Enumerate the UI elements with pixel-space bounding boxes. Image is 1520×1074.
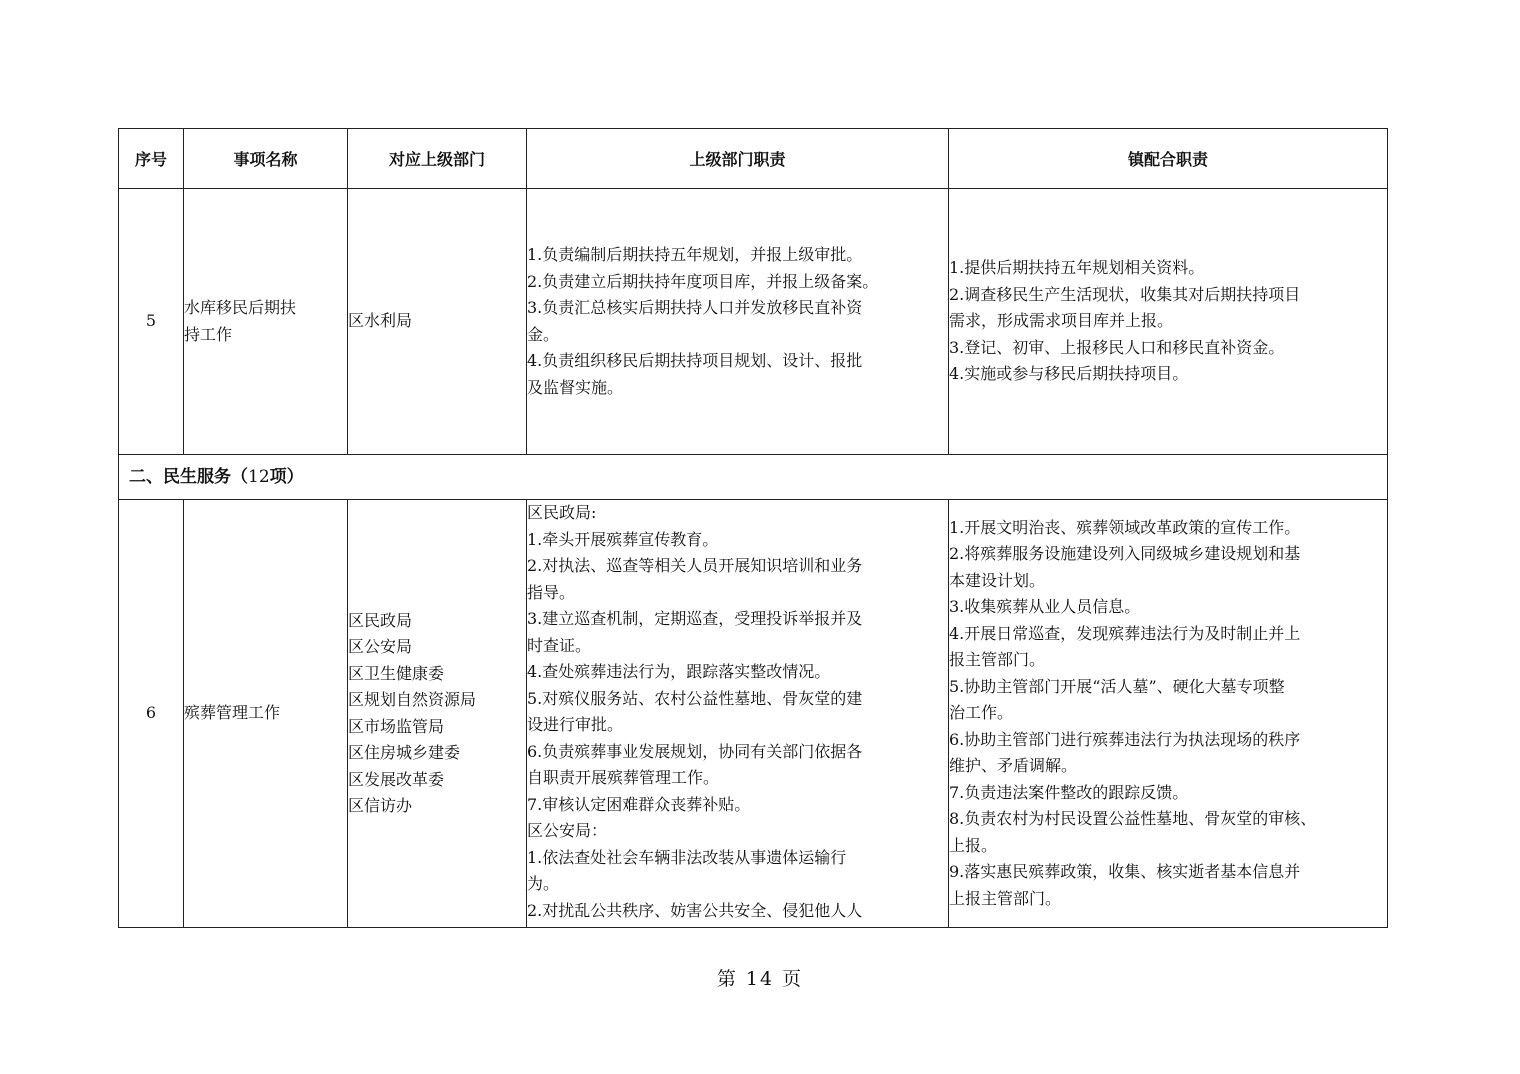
header-num: 序号 <box>119 129 184 189</box>
duty-line: 及监督实施。 <box>527 377 624 397</box>
section-prefix: 二、民生服务（ <box>129 466 248 487</box>
duty-line: 为。 <box>527 874 560 893</box>
dept-line: 区住房城乡建委 <box>348 743 461 762</box>
duty-line: 金。 <box>527 324 560 344</box>
item-name-line: 水库移民后期扶 <box>184 298 297 317</box>
item-name-line: 持工作 <box>184 324 233 344</box>
section-row <box>119 455 1388 500</box>
town-line: 2.调查移民生产生活现状，收集其对后期扶持项目 <box>949 284 1301 304</box>
duty-line: 3.负责汇总核实后期扶持人口并发放移民直补资 <box>527 298 863 317</box>
duty-line: 自职责开展殡葬管理工作。 <box>527 768 720 787</box>
town-line: 维护、矛盾调解。 <box>949 756 1078 776</box>
section-suffix: 项） <box>269 466 304 487</box>
duty-line: 区民政局: <box>527 503 597 522</box>
duty-line: 4.负责组织移民后期扶持项目规划、设计、报批 <box>527 351 863 370</box>
town-line: 2.将殡葬服务设施建设列入同级城乡建设规划和基 <box>949 544 1301 564</box>
duty-line: 7.审核认定困难群众丧葬补贴。 <box>527 794 751 814</box>
page-number: 第 14 页 <box>716 968 804 990</box>
town-line: 1.提供后期扶持五年规划相关资料。 <box>949 258 1205 278</box>
table-row <box>119 500 1388 928</box>
town-line: 本建设计划。 <box>949 570 1046 590</box>
duty-line: 5.对殡仪服务站、农村公益性墓地、骨灰堂的建 <box>527 688 863 708</box>
dept-line: 区卫生健康委 <box>348 663 445 683</box>
duty-line: 2.对执法、巡查等相关人员开展知识培训和业务 <box>527 556 863 575</box>
duty-line: 区公安局： <box>527 821 608 840</box>
duty-line: 时查证。 <box>527 635 592 655</box>
town-line: 需求，形成需求项目库并上报。 <box>949 311 1174 331</box>
dept-line: 区水利局 <box>348 311 413 331</box>
town-line: 4.开展日常巡查，发现殡葬违法行为及时制止并上 <box>949 623 1301 643</box>
town-line: 1.开展文明治丧、殡葬领域改革政策的宣传工作。 <box>949 517 1301 537</box>
duty-line: 2.负责建立后期扶持年度项目库，并报上级备案。 <box>527 271 879 291</box>
duty-line: 2.对扰乱公共秩序、妨害公共安全、侵犯他人人 <box>527 900 863 920</box>
dept-line: 区民政局 <box>348 610 413 630</box>
item-name-line: 殡葬管理工作 <box>184 703 281 723</box>
row-num: 5 <box>119 189 184 455</box>
town-line: 4.实施或参与移民后期扶持项目。 <box>949 364 1189 384</box>
town-line: 5.协助主管部门开展“活人墓”、硬化大墓专项整 <box>949 676 1285 696</box>
town-line: 9.落实惠民殡葬政策，收集、核实逝者基本信息并 <box>949 862 1301 882</box>
duty-line: 4.查处殡葬违法行为，跟踪落实整改情况。 <box>527 662 831 681</box>
town-line: 治工作。 <box>949 703 1014 723</box>
town-line: 3.登记、初审、上报移民人口和移民直补资金。 <box>949 337 1285 357</box>
table-row <box>119 189 1388 455</box>
section-count: 12 <box>248 466 270 487</box>
town-duty-cell <box>949 500 1388 928</box>
town-line: 上报。 <box>949 835 998 855</box>
duty-line: 指导。 <box>527 582 576 602</box>
header-dept: 对应上级部门 <box>348 129 527 189</box>
item-name <box>184 500 348 928</box>
dept-line: 区市场监管局 <box>348 716 445 736</box>
town-line: 上报主管部门。 <box>949 888 1062 908</box>
dept-line: 区发展改革委 <box>348 769 445 789</box>
dept-duty-cell <box>527 189 949 455</box>
header-row <box>119 129 1388 189</box>
dept-line: 区公安局 <box>348 637 413 656</box>
town-line: 3.收集殡葬从业人员信息。 <box>949 597 1141 617</box>
duty-line: 1.牵头开展殡葬宣传教育。 <box>527 529 719 549</box>
dept-cell <box>348 189 527 455</box>
town-line: 6.协助主管部门进行殡葬违法行为执法现场的秩序 <box>949 729 1301 749</box>
duty-line: 1.负责编制后期扶持五年规划，并报上级审批。 <box>527 245 863 264</box>
row-num: 6 <box>119 500 184 928</box>
duty-line: 设进行审批。 <box>527 715 624 734</box>
town-duty-cell <box>949 189 1388 455</box>
town-line: 报主管部门。 <box>949 650 1046 670</box>
header-item-name: 事项名称 <box>184 129 348 189</box>
duty-line: 6.负责殡葬事业发展规划，协同有关部门依据各 <box>527 741 863 761</box>
responsibility-table <box>118 128 1388 928</box>
dept-cell <box>348 500 527 928</box>
dept-line: 区信访办 <box>348 796 413 815</box>
header-town-duty: 镇配合职责 <box>949 129 1388 189</box>
town-line: 7.负责违法案件整改的跟踪反馈。 <box>949 782 1189 802</box>
item-name <box>184 189 348 455</box>
duty-line: 1.依法查处社会车辆非法改装从事遗体运输行 <box>527 847 847 867</box>
header-dept-duty: 上级部门职责 <box>527 129 949 189</box>
duty-line: 3.建立巡查机制，定期巡查，受理投诉举报并及 <box>527 609 863 628</box>
dept-line: 区规划自然资源局 <box>348 690 477 709</box>
town-line: 8.负责农村为村民设置公益性墓地、骨灰堂的审核、 <box>949 809 1317 829</box>
section-title <box>119 455 1388 500</box>
dept-duty-cell <box>527 500 949 928</box>
